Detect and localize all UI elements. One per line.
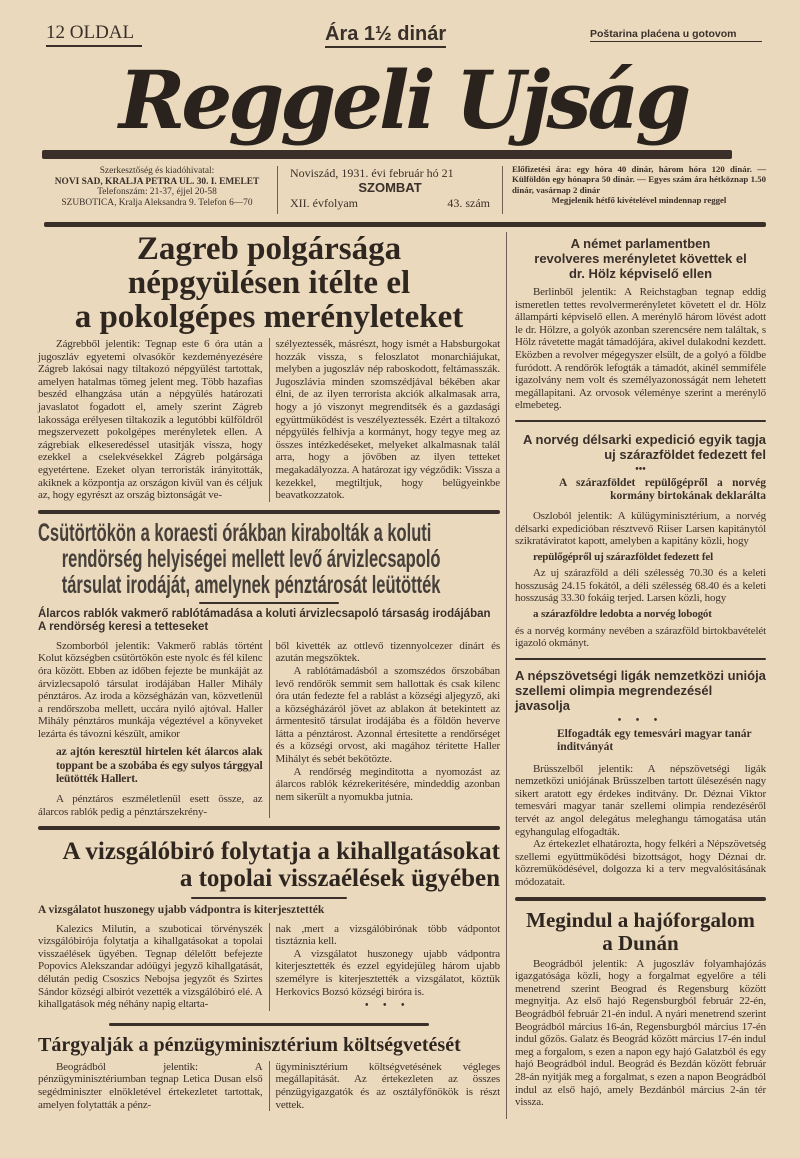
norway-subheadline: A szárazföldet repülőgépről a norvég kormány birtokának deklarálta <box>559 476 766 503</box>
paragraph: A rendőrség meginditotta a nyomozást az álarcos rablók kézrekeritésére, mindeddig azonban nem sikerült a nyomukba jutnia. <box>275 765 500 803</box>
headline-line: a pokolgépes merényleteket <box>74 299 464 335</box>
headline-line: revolveres merényletet követtek el <box>534 251 747 266</box>
headline-line: A német parlamentben <box>570 236 711 251</box>
publisher-line: Szerkesztőség és kiadóhivatal: <box>99 166 215 176</box>
publisher-line: NOVI SAD, KRALJA PETRA UL. 30. I. EMELET <box>54 176 260 187</box>
norway-body <box>515 510 766 650</box>
article-kolut <box>38 520 500 818</box>
subheadline-line: A rendörség keresi a tetteseket <box>38 620 209 633</box>
paragraph: Szomborból jelentik: Vakmerő rablás történt Kolut községben csütörtökön este nyolc és fél kilenc óra között. Ebben az időben fejezte be munkáját az árvizlecsapoló társulat irodájában Haller Mihály pénztáros. Az iroda a községházán van, közvetlenül a rendőrszoba mellett, uccára nyiló ajtóval. Haller Mihály pénztáros munkája végeztével a könyveket lezárta és távozni készült, amikor <box>38 639 263 740</box>
separator-dots: • • • <box>364 1000 411 1012</box>
headline-line: a topolai visszaélések ügyében <box>179 865 500 893</box>
headline-hoelz <box>515 236 766 281</box>
masthead-rule <box>42 150 732 159</box>
section-rule <box>38 510 500 514</box>
paragraph: A pénztáros eszméletlenül esett össze, az álarcos rablók pedig a pénztárszekrény- <box>38 792 263 818</box>
paragraph: Oszloból jelentik: A külügyminisztérium, a norvég délsarki expedicióban résztvevő Riiser Larsen kapitánytól szikratáviratot kapott, amelyben a kapitány közli, hogy <box>515 509 766 548</box>
bold-paragraph: az ajtón keresztül hirtelen két álarcos alak toppant be a szobába és egy sulyos tárggyal leütötték Hallert. <box>56 746 263 786</box>
issue-number: 43. szám <box>447 196 490 210</box>
publisher-info <box>44 166 270 208</box>
topola-column-2 <box>270 923 501 1015</box>
article-hoelz <box>515 236 766 412</box>
paragraph: A rablótámadásból a szomszédos őrszobában levő rendőrök semmit sem hallottak és csak kilenc óra után fedezte fel a rablást a községi aljegyző, aki a községházáról jövet az ablakon át betekintett az ármentesitő társulat irodájába és a földön heverve látta a pénztárost. Azonnal értesitette a rendőrséget és a községi orvost, aki magához téritette Haller Mihályt és sebét bekötözte. <box>275 664 500 766</box>
price: Ára 1½ dinár <box>325 23 446 48</box>
subscription-info <box>512 164 766 206</box>
divider <box>199 602 339 604</box>
kolut-column-1 <box>38 640 270 818</box>
separator-dots: • • • <box>617 714 664 726</box>
headline-line: A népszövetségi ligák nemzetközi uniója <box>515 667 766 683</box>
headline-line: a Dunán <box>602 930 679 955</box>
headline-zagreb <box>38 232 500 334</box>
topola-column-1 <box>38 923 270 1011</box>
subheadline-line: Álarcos rablók vakmerő rablótámadása a koluti árvizlecsapoló társaság irodájában <box>38 607 491 620</box>
headline-line: uj szárazföldet fedezett fel <box>604 446 766 462</box>
left-column <box>38 232 507 1119</box>
page-columns <box>38 232 766 1139</box>
section-rule <box>38 826 500 830</box>
issue-date: Noviszád, 1931. évi február hó 21 <box>290 166 454 180</box>
article-topola <box>38 838 500 1015</box>
danube-body <box>515 958 766 1109</box>
paragraph: A vizsgálatot huszonegy ujabb vádpontra kiterjesztették és ezzel egyidejüleg három ujabb személyre is kiterjesztették a vizsgálatot, köztük Herkovics Bozsó községi biróra is. <box>275 947 500 998</box>
paragraph: ügyminisztérium költségvetésének végleges megállapitását. Az értekezleten az összes pénzügyigazgatók és az osztályfőnökök is részt vettek. <box>275 1060 500 1111</box>
headline-norway <box>515 432 766 462</box>
headline-line: Zagreb polgársága <box>136 231 402 267</box>
header-rule <box>44 222 766 227</box>
article-zagreb <box>38 232 500 502</box>
headline-olympia <box>515 668 766 713</box>
headline-kolut <box>38 520 500 598</box>
headline-line: rendörség helyiségei mellett levő árvizlecsapoló <box>61 544 441 573</box>
headline-danube <box>515 909 766 955</box>
divider <box>502 166 503 214</box>
postage-note: Poštarina plaćena u gotovom <box>590 28 762 42</box>
hoelz-body <box>515 286 766 412</box>
article-norway <box>515 432 766 650</box>
page-number: 12 OLDAL <box>46 22 142 47</box>
paragraph: nak ,mert a vizsgálóbirónak több vádpontot tisztáznia kell. <box>275 922 500 948</box>
section-rule <box>515 658 766 660</box>
headline-topola <box>38 838 500 892</box>
headline-line: szellemi olimpia megrendezésél javasolja <box>515 682 713 713</box>
issue-info <box>290 166 490 210</box>
article-budget <box>38 1034 500 1111</box>
paragraph: ből kivették az ottlevő tizennyolcezer dinárt és azután megszöktek. <box>275 639 500 665</box>
paragraph: Az értekezlet elhatározta, hogy felkéri a Népszövetség szellemi együttmüködési bizottságot, hogy Déznai dr. közremüködésével, dolgozza ki a terv megvalósitásának módozatait. <box>515 838 766 889</box>
topola-subheadline: A vizsgálatot huszonegy ujabb vádpontra is kiterjesztették <box>38 904 325 917</box>
olympia-subheadline: Elfogadták egy temesvári magyar tanár inditványát <box>557 727 752 754</box>
headline-line: A norvég délsarki expedició egyik tagja <box>522 431 766 447</box>
section-rule <box>515 420 766 422</box>
volume: XII. évfolyam <box>290 196 358 210</box>
paragraph: Berlinből jelentik: A Reichstagban tegnap eddig ismeretlen tettes revolvermerényletet követett el dr. Hölz állampárti képviselő ellen. A merénylő három lövést adott le dr. Hölzre, a golyók azonban szerencsére nem találtak, s Hölz rávetette magát támadójára, akivel dulakodni kezdett. Eközben a revolver mégegyszer elsült, de a golyó a földbe furódott. A rendőrök lefogták a támadót, akinél semmiféle igazolvány nem volt és személyazonosságát nem lehetett megállapitani. Az orvosok véleménye szerint a merénylő elmebeteg. <box>515 286 766 412</box>
headline-line: dr. Hölz képviselő ellen <box>568 266 713 281</box>
divider <box>191 897 347 899</box>
kolut-subheadline <box>38 608 500 634</box>
headline-budget: Tárgyalják a pénzügyminisztérium költségvetését <box>38 1033 461 1056</box>
separator-dots: ••• <box>635 463 646 475</box>
masthead-title: Reggeli Ujság <box>118 53 688 147</box>
divider <box>277 166 278 214</box>
article-danube <box>515 909 766 1109</box>
paragraph: Beográdból jelentik: A jugoszláv folyamhajózás igazgatósága közli, hogy a forgalmat egyelőre a téli menetrend szerint Beograd és Regensburg között megnyitja. Az első hajó Regensburgból február 22-én, Beográdból február 21-én indul. A nyári menetrend szerint Beográdból március 16-án, Regensburgból március 17-én indul gőzös. Galatz és Beográd között március 17-én indul meg a forgalom, s ezen a napon egy hajó Galatzból és egy hajó Beográdból indul. Beográd és Bezdán között február 28-án nyitják meg a forgalmat, s ezen a napon Beográdból indul az első hajó, amely Bezdánból március 2-án tér vissza. <box>515 957 766 1109</box>
headline-line: Csütörtökön a koraesti órákban kirabolták a koluti <box>38 519 432 547</box>
olympia-body <box>515 763 766 889</box>
paragraph: Az uj szárazföld a déli szélesség 70.30 és a keleti hosszuság 24.15 fokától, a déli szélesség 68.40 és a keleti hosszuság 33.30 fokáig terjed. Larsen közli, hogy <box>515 567 766 605</box>
paragraph: Kalezics Milutin, a szuboticai törvényszék vizsgálóbirója folytatja a kihallgatásokat a topolai visszaélések ügyében. Tegnap délelőtt befejezte Popovics Alekszandar adóügyi jegyző kihallgatását, délután pedig Csoszics Nebojsa jegyzőt és Szirtes Sándor községi albirót vezették a vizsgálóbiró elé. A kihallgatások még néhány napig eltarta- <box>38 922 263 1011</box>
issue-day: SZOMBAT <box>358 180 422 195</box>
budget-column-1 <box>38 1061 270 1111</box>
kolut-column-2 <box>270 640 501 804</box>
publisher-line: SZUBOTICA, Kralja Aleksandra 9. Telefon 6—70 <box>61 197 253 208</box>
right-column <box>507 232 766 1117</box>
headline-line: A vizsgálóbiró folytatja a kihallgatásokat <box>62 838 500 866</box>
paragraph: szélyeztessék, másrészt, hogy ismét a Habsburgokat hozzák vissza, s feloszlatot monarchiájukat, melyben a jugoszláv nép raboskodott, feltámasszák. Jugoszlávia minden szomszédjával békében akar élni, de az ilyen terrorista akciók alkalmasak arra, hogy a jó viszonyt megrenditsék és a gazdasági együttmüködést is veszélyeztessék. Ezért a tiltakozó népgyülés felhivja a kormányt, hogy tegye meg az összes intézkedéseket, melyeket alkalmasnak talál arra, hogy a jövőben az ilyen tetteket megakadályozza. A határozat igy végződik: Vissza a kezekkel, megtiltjuk, hogy belügyeinkbe beavatkozzatok. <box>275 338 500 502</box>
paragraph: Brüsszelből jelentik: A népszövetségi ligák nemzetközi uniójának Brüsszelben tartott ülésezésén nagy sikert aratott egy érdekes inditvány. Dr. Déznai Viktor temesvári magyar tanár szellemi olimpia rendezéséről tervét az angol delegátus meleghangu támogatása után egyhangulag elfogadták. <box>515 762 766 838</box>
publisher-line: Telefonszám: 21-37, éjjel 20-58 <box>97 187 217 198</box>
budget-column-2 <box>270 1061 501 1111</box>
headline-line: népgyülésen itélte el <box>127 265 411 301</box>
section-rule <box>109 1023 429 1026</box>
headline-line: társulat irodáját, amelynek pénztárosát leütötték <box>61 570 441 598</box>
headline-line: Megindul a hajóforgalom <box>526 907 755 932</box>
article-olympia <box>515 668 766 889</box>
paragraph: Zágrebből jelentik: Tegnap este 6 óra után a jugoszláv egyetemi olvasókör kezdeményezésére Zágreb lakósai nagy tiltakozó népgyülést tartottak, amelyen hatalmas tömeg jelent meg. Több hazafias beszéd elhangzása után a népgyülés határozati javaslatot fogadott el, amely szerint Zágreb lakossága erélyesen tiltakozik a legutóbbi külföldről megszervezett pokolgépes merényletek ellen. A zágrebiak elkeseredéssel utasitják vissza, hogy ezekkel a cselekvésekkel Zágreb polgársága egyetértene. Ezeket olyan terroristák irányitották, akiknek a központja az országon kivül van és céljuk az, hogy egyrészt az ország biztonságát ve- <box>38 338 263 502</box>
paragraph: Beográdból jelentik: A pénzügyminisztériumban tegnap Letica Dusan első segédminiszter elnökletével értekezletet tartottak, amelyen folytatták a pénz- <box>38 1060 263 1111</box>
zagreb-column-2 <box>270 338 501 502</box>
subscription-prices: Előfizetési ára: egy hóra 40 dinár, három hóra 120 dinár. — Külföldön egy hónapra 50 dinár. — Egyes szám ára hétköznap 1.50 dinár, vasárnap 2 dinár <box>512 164 766 195</box>
zagreb-column-1 <box>38 338 270 502</box>
publication-schedule: Megjelenik hétfő kivételével mindennap reggel <box>551 195 727 206</box>
bold-paragraph: repülőgépről uj szárazföldet fedezett fel <box>533 550 713 563</box>
section-rule <box>515 897 766 901</box>
paragraph: és a norvég kormány nevében a szárazföld birtokbavételét igazoló okmányt. <box>515 624 766 650</box>
bold-paragraph: a szárazföldre ledobta a norvég lobogót <box>533 608 712 620</box>
